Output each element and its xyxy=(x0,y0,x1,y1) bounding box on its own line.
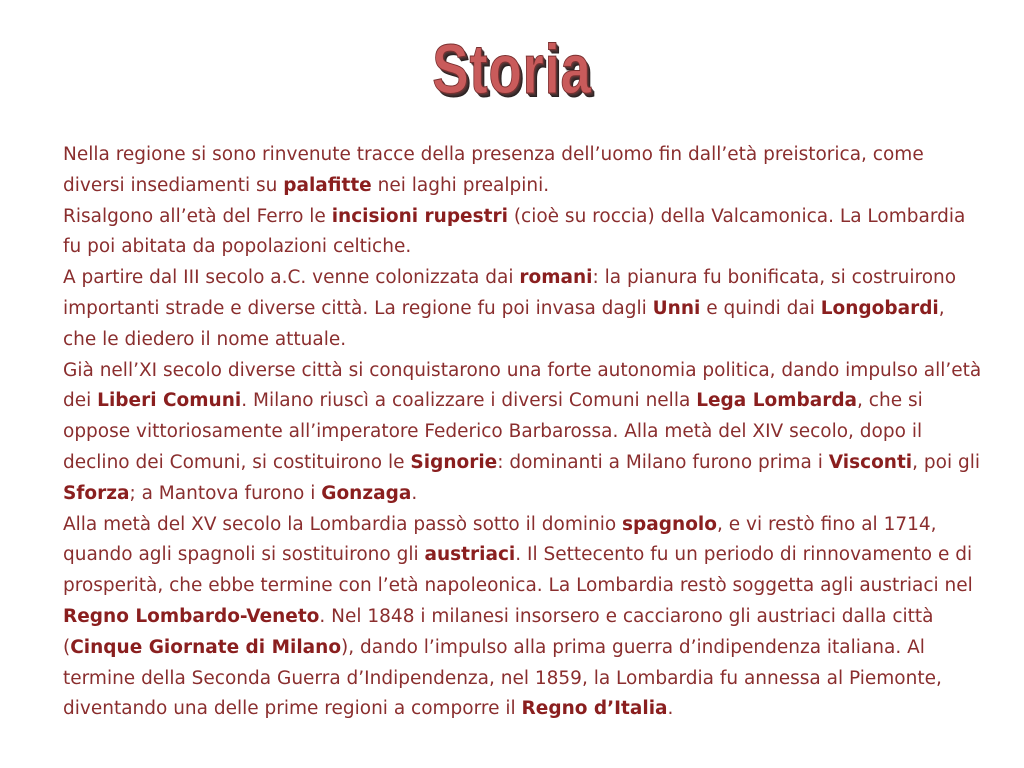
paragraph-modern-era xyxy=(63,510,983,726)
bold-term: austriaci xyxy=(424,544,516,566)
text-run: : la pianura fu bonificata, si costruirono importanti strade e diverse città. La regione fu poi invasa dagli xyxy=(63,267,957,319)
bold-term: Cinque Giornate di Milano xyxy=(70,636,342,658)
history-text xyxy=(63,140,983,725)
bold-term: romani xyxy=(519,267,593,289)
text-run: . Nel 1848 i milanesi insorsero e cacciarono gli austriaci dalla città ( xyxy=(63,605,934,658)
text-run: : dominanti a Milano furono prima i xyxy=(497,451,829,473)
bold-term: Lega Lombarda xyxy=(696,390,858,412)
bold-term: Regno Lombardo-Veneto xyxy=(63,605,320,627)
text-run: , che le diedero il nome attuale. xyxy=(63,297,945,350)
paragraph-iron-age xyxy=(63,202,983,264)
bold-term: incisioni rupestri xyxy=(331,205,508,227)
bold-term: spagnolo xyxy=(622,513,717,535)
text-run: . xyxy=(667,698,674,720)
text-run: nei laghi prealpini. xyxy=(371,174,550,196)
text-run: Già nell’XI secolo diverse città si conquistarono una forte autonomia politica, dando impulso all’età dei xyxy=(63,359,982,412)
text-run: e quindi dai xyxy=(700,297,821,319)
text-run: ; a Mantova furono i xyxy=(129,482,322,504)
text-run: . Milano riuscì a coalizzare i diversi Comuni nella xyxy=(241,390,697,412)
bold-term: Gonzaga xyxy=(321,482,412,504)
text-run: Risalgono all’età del Ferro le xyxy=(63,205,332,227)
bold-term: palafitte xyxy=(283,174,372,196)
paragraph-communes xyxy=(63,356,983,510)
text-run: (cioè su roccia) della Valcamonica. La Lombardia fu poi abitata da popolazioni celtiche. xyxy=(63,205,966,258)
bold-term: Unni xyxy=(652,297,701,319)
text-run: , poi gli xyxy=(912,451,981,473)
text-run: . xyxy=(411,482,418,504)
text-run: , e vi restò fino al 1714, quando agli spagnoli si sostituirono gli xyxy=(63,513,937,566)
paragraph-prehistory xyxy=(63,140,983,202)
bold-term: Regno d’Italia xyxy=(521,698,668,720)
text-run: Alla metà del XV secolo la Lombardia passò sotto il dominio xyxy=(63,513,623,535)
text-run: , che si oppose vittoriosamente all’imperatore Federico Barbarossa. Alla metà del XIV secolo, dopo il declino dei Comuni, si costituirono le xyxy=(63,390,923,473)
text-run: Nella regione si sono rinvenute tracce della presenza dell’uomo fin dall’età preistorica, come diversi insediamenti su xyxy=(63,144,924,196)
bold-term: Signorie xyxy=(410,451,498,473)
text-run: ), dando l’impulso alla prima guerra d’indipendenza italiana. Al termine della Seconda Guerra d’Indipendenza, nel 1859, la Lombardia fu annessa al Piemonte, diventando una delle prime regioni a comporre il xyxy=(63,636,942,720)
paragraph-roman-era xyxy=(63,263,983,355)
bold-term: Longobardi xyxy=(820,297,939,319)
bold-term: Sforza xyxy=(63,482,130,504)
text-run: . Il Settecento fu un periodo di rinnovamento e di prosperità, che ebbe termine con l’età napoleonica. La Lombardia restò soggetta agli austriaci nel xyxy=(63,544,973,597)
bold-term: Liberi Comuni xyxy=(97,390,242,412)
text-run: A partire dal III secolo a.C. venne colonizzata dai xyxy=(63,267,520,289)
slide-title: Storia xyxy=(432,30,592,108)
bold-term: Visconti xyxy=(828,451,913,473)
